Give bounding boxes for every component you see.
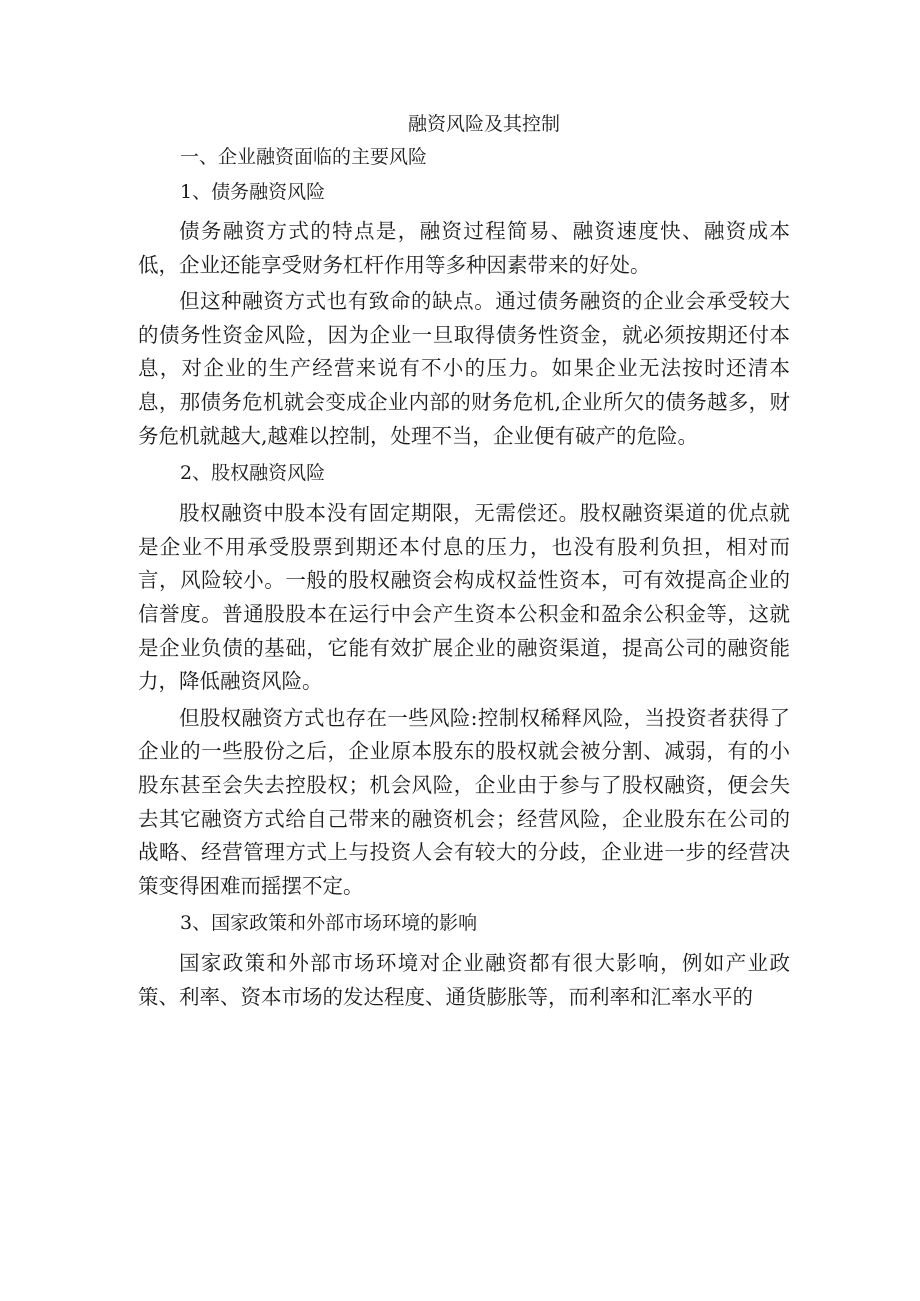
subsection-heading-1: 1、债务融资风险 <box>180 181 326 203</box>
document-title: 融资风险及其控制 <box>407 113 560 135</box>
paragraph-equity-features: 股权融资中股本没有固定期限，无需偿还。股权融资渠道的优点就是企业不用承受股票到期还本付息的压力，也没有股利负担，相对而言，风险较小。一般的股权融资会构成权益性资本，可有效提高企业的信誉度。普通股股本在运行中会产生资本公积金和盈余公积金等，这就是企业负债的基础，它能有效扩展企业的融资渠道，提高公司的融资能力，降低融资风险。 <box>138 501 790 694</box>
paragraph-policy-environment: 国家政策和外部市场环境对企业融资都有很大影响，例如产业政策、利率、资本市场的发达程度、通货膨胀等，而利率和汇率水平的 <box>138 951 790 1009</box>
paragraph-equity-risks: 但股权融资方式也存在一些风险:控制权稀释风险，当投资者获得了企业的一些股份之后，企业原本股东的股权就会被分割、减弱，有的小股东甚至会失去控股权；机会风险，企业由于参与了股权融资，便会失去其它融资方式给自己带来的融资机会；经营风险，企业股东在公司的战略、经营管理方式上与投资人会有较大的分歧，企业进一步的经营决策变得困难而摇摆不定。 <box>138 705 790 898</box>
paragraph-debt-features: 债务融资方式的特点是，融资过程简易、融资速度快、融资成本低，企业还能享受财务杠杆作用等多种因素带来的好处。 <box>138 219 790 277</box>
section-heading-1: 一、企业融资面临的主要风险 <box>180 146 428 168</box>
subsection-heading-2: 2、股权融资风险 <box>180 462 326 485</box>
subsection-heading-3: 3、国家政策和外部市场环境的影响 <box>180 912 478 935</box>
document-page <box>138 112 790 1017</box>
paragraph-debt-risks: 但这种融资方式也有致命的缺点。通过债务融资的企业会承受较大的债务性资金风险，因为企业一旦取得债务性资金，就必须按期还付本息，对企业的生产经营来说有不小的压力。如果企业无法按时还清本息，那债务危机就会变成企业内部的财务危机,企业所欠的债务越多，财务危机就越大,越难以控制，处理不当，企业便有破产的危险。 <box>138 289 790 448</box>
